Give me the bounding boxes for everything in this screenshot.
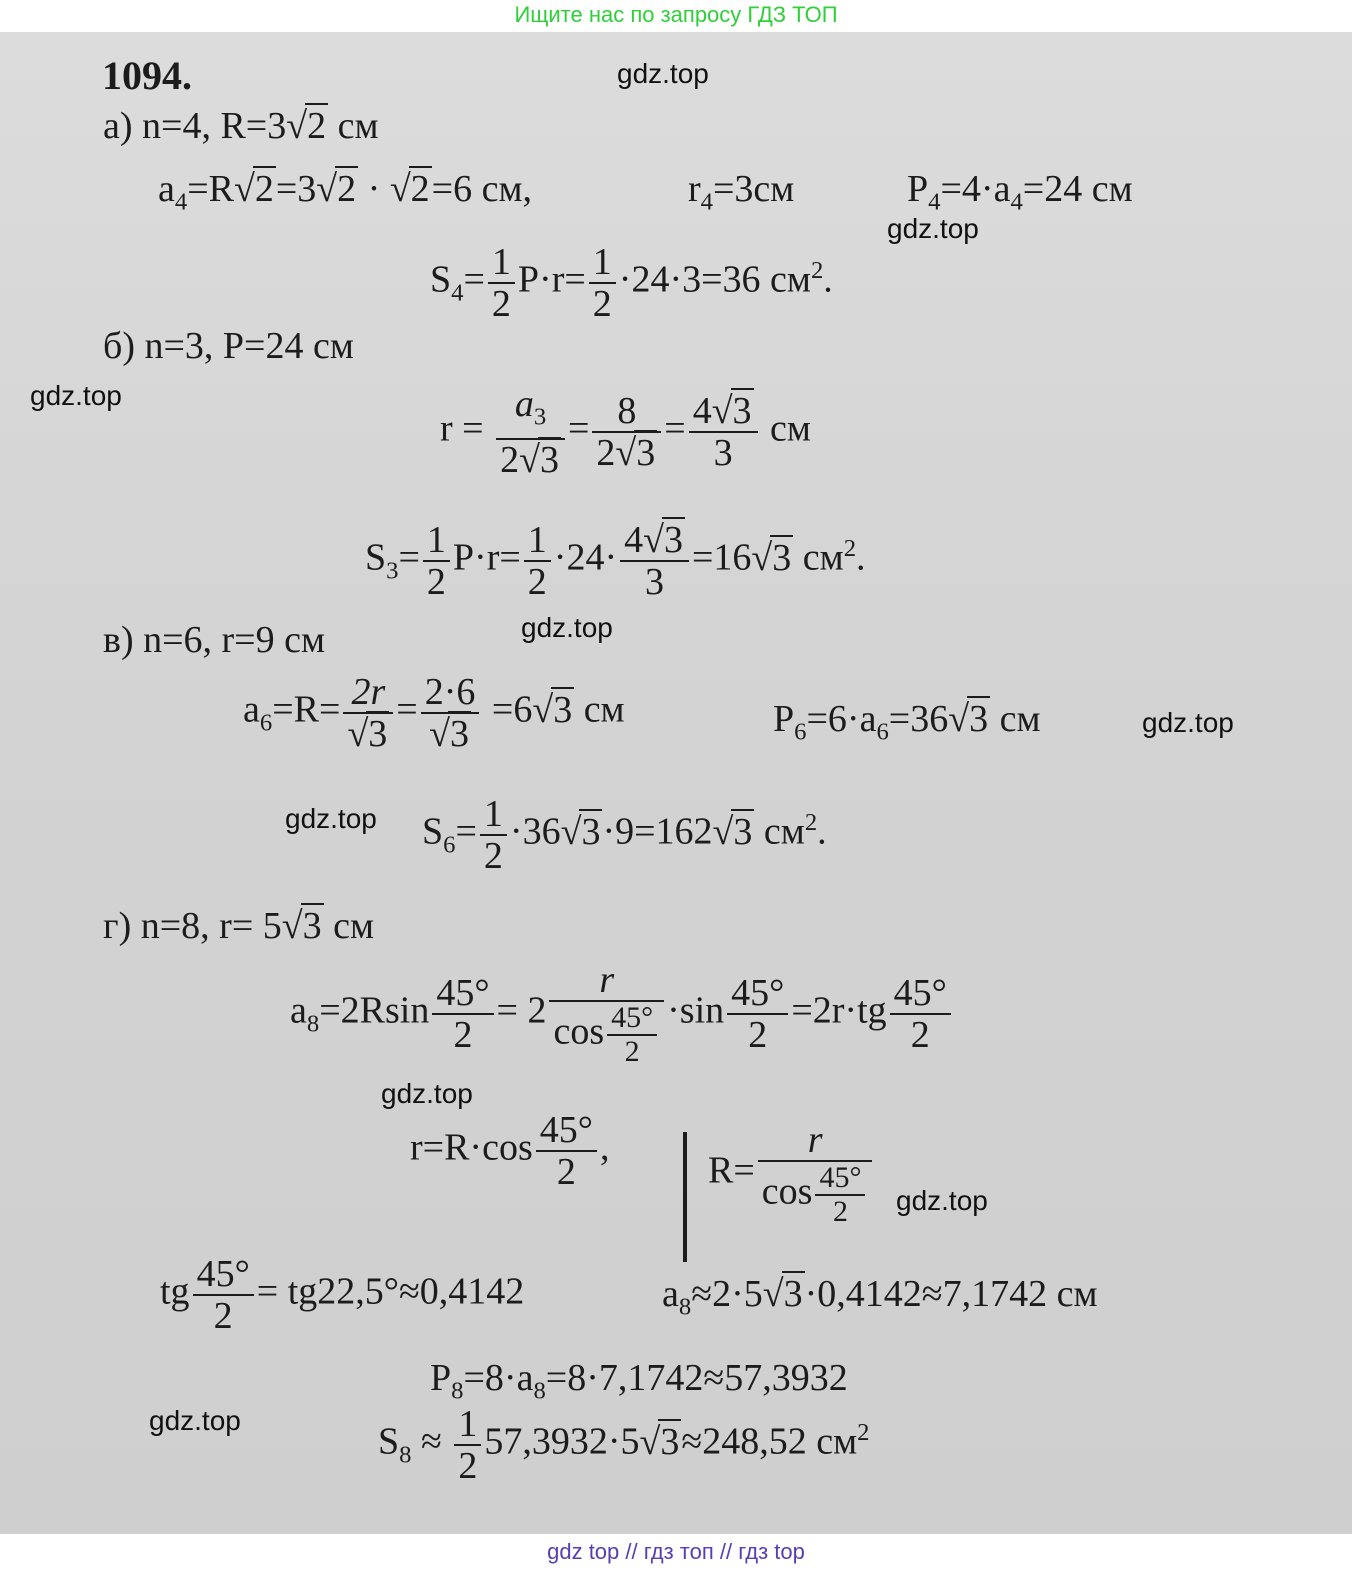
part-c-header: в) n=6, r=9 см: [103, 619, 326, 661]
part-d-circumradius-relation: R= r cos $\frac{45^\circ}{2}$: [708, 1120, 875, 1228]
part-b-header: б) n=3, P=24 см: [103, 325, 354, 367]
watermark: gdz.top: [30, 380, 122, 411]
watermark: gdz.top: [285, 803, 377, 834]
watermark: gdz.top: [149, 1405, 241, 1436]
part-d-tangent-value: tg $\frac{45^\circ}{2}$ = tg22,5°≈0,4142: [160, 1253, 525, 1337]
watermark: gdz.top: [887, 213, 979, 244]
scanned-page: [0, 32, 1352, 1534]
part-d-inradius-relation: r=R·cos $\frac{45^\circ}{2}$ ,: [410, 1109, 610, 1193]
part-a-inradius: $r_4=3см$: [688, 168, 795, 216]
watermark: gdz.top: [521, 612, 613, 643]
part-d-area: $S_8$ ≈ $\frac{1}{2}$ 57,3932·5√3≈248,52 $см^2$: [378, 1403, 870, 1487]
top-banner: Ищите нас по запросу ГДЗ ТОП: [514, 2, 838, 27]
watermark: gdz.top: [896, 1185, 988, 1216]
part-d-perimeter: $P_8=8\cdot a_8=8\cdot 7,1742\approx 57,3932$: [430, 1357, 848, 1405]
bottom-banner: gdz top // гдз топ // гдз top: [547, 1539, 805, 1564]
part-c-area: $S_6=$ $\frac{1}{2}$ ·36√3·9=162√3 $см^2$.: [422, 793, 827, 877]
part-d-header: г) n=8, r= 5√3 см: [103, 905, 375, 947]
part-b-area: $S_3=$ $\frac{1}{2}$ P·r= $\frac{1}{2}$ ·24· $\frac{4√3}{3}$ =16√3 $см^2$.: [365, 519, 866, 603]
part-b-inradius: r = $\frac{a_3}{2√3}$ = $\frac{8}{2√3}$ = $\frac{4√3}{3}$ см: [440, 383, 811, 481]
watermark: gdz.top: [617, 58, 709, 89]
part-a-perimeter: $P_4=4\cdot a_4=24$ см: [907, 168, 1133, 216]
part-a-header: а) n=4, R=3√2 см: [103, 105, 379, 147]
part-d-side-value: $a_8\approx 2\cdot 5√3\cdot 0,4142\approx 7,1742$ см: [662, 1273, 1098, 1321]
part-a-area: $S_4=$ $\frac{1}{2}$ P·r= $\frac{1}{2}$ ·24·3=36 $см^2$.: [430, 241, 833, 325]
part-d-side: $a_8=2Rsin$ $\frac{45^\circ}{2}$ = 2 r cos $\frac{45^\circ}{2}$ ·sin $\frac{45^\circ}{2}$ =2r·tg $\frac{45^\circ}{2}$: [290, 960, 954, 1068]
watermark: gdz.top: [1142, 707, 1234, 738]
problem-number: 1094.: [102, 53, 192, 98]
part-a-side-line: $a_4=R√2=3√2 \cdot √2=6$ см,: [158, 168, 533, 216]
part-c-side: $a_6=R=$ $\frac{2r}{√3}$ = $\frac{2\cdot 6}{√3}$ =6√3 см: [243, 671, 625, 755]
system-brace: [683, 1132, 687, 1262]
part-c-perimeter: $P_6=6\cdot a_6=36√3$ см: [773, 698, 1041, 746]
watermark: gdz.top: [381, 1078, 473, 1109]
